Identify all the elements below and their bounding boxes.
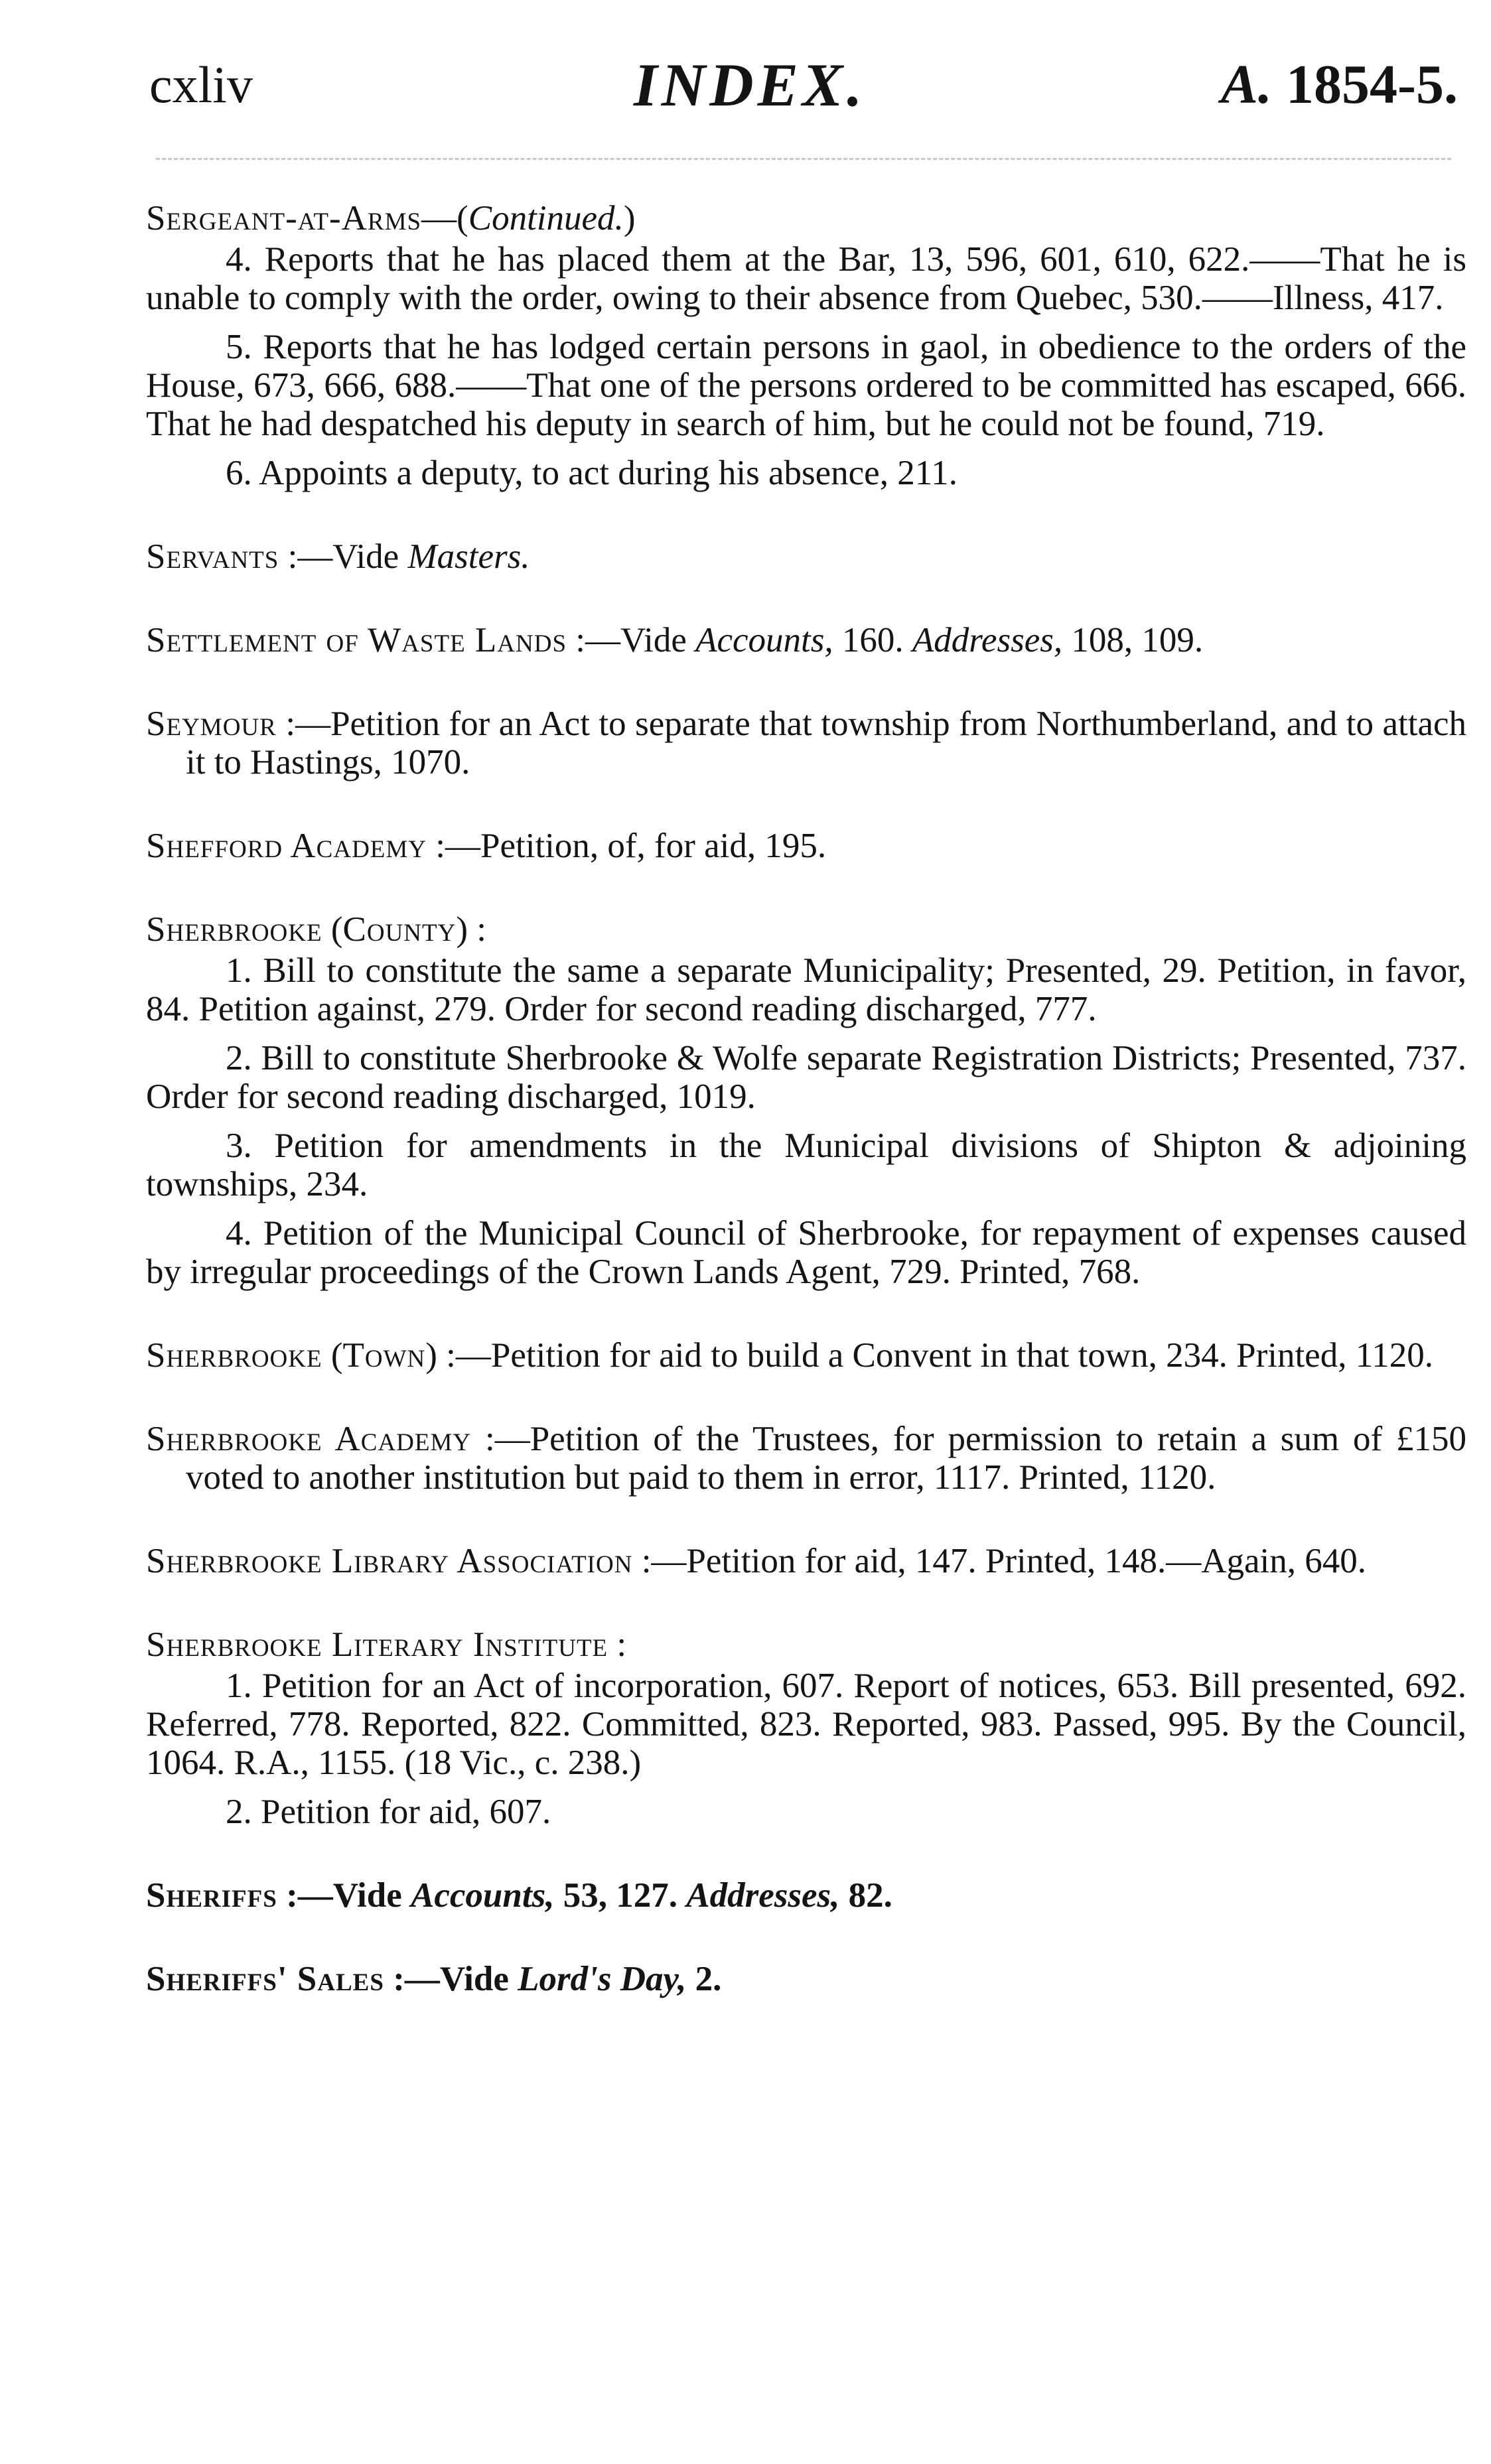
entry-sheriffs-sales — [146, 1960, 1466, 1998]
entry-text: 160. — [833, 621, 912, 659]
session-years: 1854-5. — [1286, 54, 1458, 115]
entry-punct: —( — [421, 199, 468, 238]
entry-sherbrooke-literary-institute — [146, 1625, 1466, 1831]
entry-title: Sherbrooke Academy — [146, 1420, 472, 1458]
entry-title: Servants — [146, 537, 279, 576]
sub-entry: 6. Appoints a deputy, to act during his absence, 211. — [226, 454, 958, 492]
cross-reference: Lord's Day, — [518, 1960, 687, 1998]
entry-sheriffs — [146, 1876, 1466, 1915]
entry-title: Shefford Academy — [146, 827, 427, 865]
index-entries — [146, 199, 1466, 2043]
sub-entry: 1. Petition for an Act of incorporation, 607. Report of notices, 653. Bill presented, 692. Referred, 778. Reported, 822. Committed, 823. Reported, 983. Passed, 995. By the Council, 1064. R.A., 1155. (18 Vic., c. 238.) — [146, 1667, 1466, 1782]
cross-reference: Accounts, — [411, 1876, 555, 1915]
cross-reference: Addresses, — [686, 1876, 840, 1915]
entry-text: :—Petition for an Act to separate that township from Northumberland, and to attach it to Hastings, 1070. — [186, 705, 1466, 782]
sub-entry: 2. Petition for aid, 607. — [226, 1793, 551, 1831]
page-title: INDEX. — [634, 51, 867, 119]
sub-entry: 1. Bill to constitute the same a separate Municipality; Presented, 29. Petition, in favor, 84. Petition against, 279. Order for second reading discharged, 777. — [146, 951, 1466, 1028]
sub-entry: 2. Bill to constitute Sherbrooke & Wolfe separate Registration Districts; Presented, 737. Order for second reading discharged, 1019. — [146, 1039, 1466, 1116]
entry-qualifier: County — [342, 910, 457, 949]
entry-title: Sheriffs — [146, 1876, 277, 1915]
entry-text: :—Petition of the Trustees, for permission to retain a sum of £150 voted to another institution but paid to them in error, 1117. Printed, 1120. — [186, 1420, 1466, 1497]
entry-heading — [146, 199, 1466, 238]
entry-punct: ) — [425, 1336, 437, 1375]
entry-text: 82. — [839, 1876, 892, 1915]
entry-text: 53, 127. — [554, 1876, 687, 1915]
entry-text: :—Vide — [384, 1960, 518, 1998]
entry-text: :—Petition for aid to build a Convent in that town, 234. Printed, 1120. — [437, 1336, 1433, 1375]
entry-title: Sherbrooke Literary Institute — [146, 1625, 608, 1664]
entry-title: Sergeant-at-Arms — [146, 199, 422, 238]
entry-sherbrooke-academy — [146, 1420, 1466, 1497]
sub-entry: 4. Petition of the Municipal Council of Sherbrooke, for repayment of expenses caused by irregular proceedings of the Crown Lands Agent, 729. Printed, 768. — [146, 1214, 1466, 1291]
sub-entry: 5. Reports that he has lodged certain persons in gaol, in obedience to the orders of the House, 673, 666, 688.——That one of the persons ordered to be committed has escaped, 666. That he had despatched his deputy in search of him, but he could not be found, 719. — [146, 328, 1466, 443]
cross-reference: Accounts, — [695, 621, 833, 659]
entry-punct: : — [608, 1625, 627, 1664]
entry-qualifier: Town — [342, 1336, 426, 1375]
entry-punct: ( — [322, 910, 343, 949]
entry-text: :—Vide — [277, 1876, 411, 1915]
entry-heading — [146, 910, 1466, 949]
entry-servants — [146, 537, 1466, 576]
session-label — [1221, 52, 1458, 118]
entry-title: Sherbrooke Library Association — [146, 1542, 633, 1580]
sub-entry: 3. Petition for amendments in the Municipal divisions of Shipton & adjoining townships, 234. — [146, 1127, 1466, 1203]
entry-punct: ( — [322, 1336, 343, 1375]
sub-entry: 4. Reports that he has placed them at the Bar, 13, 596, 601, 610, 622.——That he is unable to comply with the order, owing to their absence from Quebec, 530.——Illness, 417. — [146, 240, 1466, 317]
continued-label: Continued. — [468, 199, 624, 238]
entry-text: 2. — [686, 1960, 722, 1998]
entry-seymour — [146, 705, 1466, 782]
entry-title: Sheriffs' Sales — [146, 1960, 384, 1998]
page-header — [149, 52, 1458, 118]
entry-sherbrooke-county — [146, 910, 1466, 1291]
entry-heading — [146, 1625, 1466, 1664]
header-rule — [156, 158, 1451, 160]
page-number: cxliv — [149, 56, 253, 113]
entry-title: Seymour — [146, 705, 277, 743]
entry-punct: ) — [623, 199, 636, 238]
entry-title: Sherbrooke — [146, 910, 322, 949]
entry-sherbrooke-town — [146, 1336, 1466, 1375]
entry-text: 108, 109. — [1062, 621, 1204, 659]
entry-settlement-waste-lands — [146, 621, 1466, 659]
entry-punct: ) : — [456, 910, 486, 949]
entry-text: :—Petition, of, for aid, 195. — [427, 827, 827, 865]
entry-shefford-academy — [146, 827, 1466, 865]
entry-title: Sherbrooke — [146, 1336, 322, 1375]
cross-reference: Addresses, — [912, 621, 1063, 659]
entry-sherbrooke-library — [146, 1542, 1466, 1580]
session-prefix: A. — [1220, 54, 1273, 115]
entry-text: :—Vide — [279, 537, 408, 576]
entry-title: Settlement of Waste Lands — [146, 621, 567, 659]
entry-text: :—Petition for aid, 147. Printed, 148.—Again, 640. — [632, 1542, 1366, 1580]
cross-reference: Masters. — [407, 537, 530, 576]
entry-text: :—Vide — [567, 621, 696, 659]
entry-sergeant-at-arms — [146, 199, 1466, 492]
